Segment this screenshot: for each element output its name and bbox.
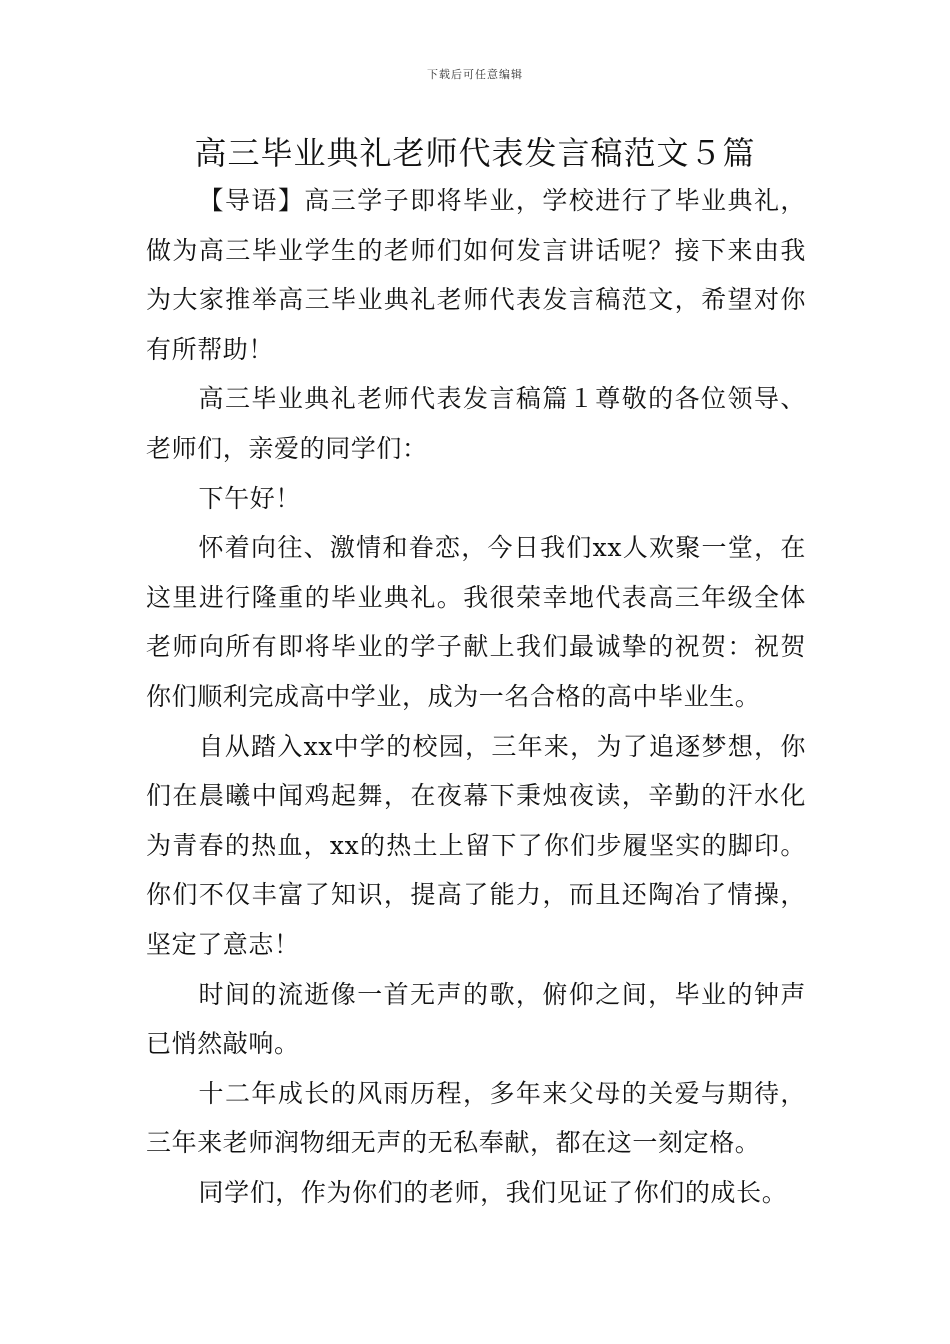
paragraph-salutation: 高三毕业典礼老师代表发言稿篇１尊敬的各位领导、老师们，亲爱的同学们： [146, 384, 806, 463]
paragraph-school-years: 自从踏入xx中学的校园，三年来，为了追逐梦想，你们在晨曦中闻鸡起舞，在夜幕下秉烛夜读，辛勤的汗水化为青春的热血，xx的热土上留下了你们步履坚实的脚印。你们不仅丰富了知识，提高了能力，而且还陶冶了情操，坚定了意志！ [146, 731, 806, 959]
paragraph-greeting: 下午好！ [198, 483, 301, 513]
document-body [146, 176, 806, 1217]
paragraph-witness: 同学们，作为你们的老师，我们见证了你们的成长。 [198, 1177, 788, 1207]
document-title: 高三毕业典礼老师代表发言稿范文５篇 [194, 134, 756, 172]
paragraph-growth: 十二年成长的风雨历程，多年来父母的关爱与期待，三年来老师润物细无声的无私奉献，都在这一刻定格。 [146, 1078, 806, 1158]
paragraph-congratulation: 怀着向往、激情和眷恋，今日我们xx人欢聚一堂，在这里进行隆重的毕业典礼。我很荣幸地代表高三年级全体老师向所有即将毕业的学子献上我们最诚挚的祝贺：祝贺你们顺利完成高中学业，成为一名合格的高中毕业生。 [146, 533, 806, 711]
paragraph-time: 时间的流逝像一首无声的歌，俯仰之间，毕业的钟声已悄然敲响。 [146, 979, 806, 1059]
header-note: 下载后可任意编辑 [427, 68, 523, 81]
paragraph-intro: 【导语】高三学子即将毕业，学校进行了毕业典礼，做为高三毕业学生的老师们如何发言讲话呢？接下来由我为大家推举高三毕业典礼老师代表发言稿范文，希望对你有所帮助！ [146, 186, 806, 364]
